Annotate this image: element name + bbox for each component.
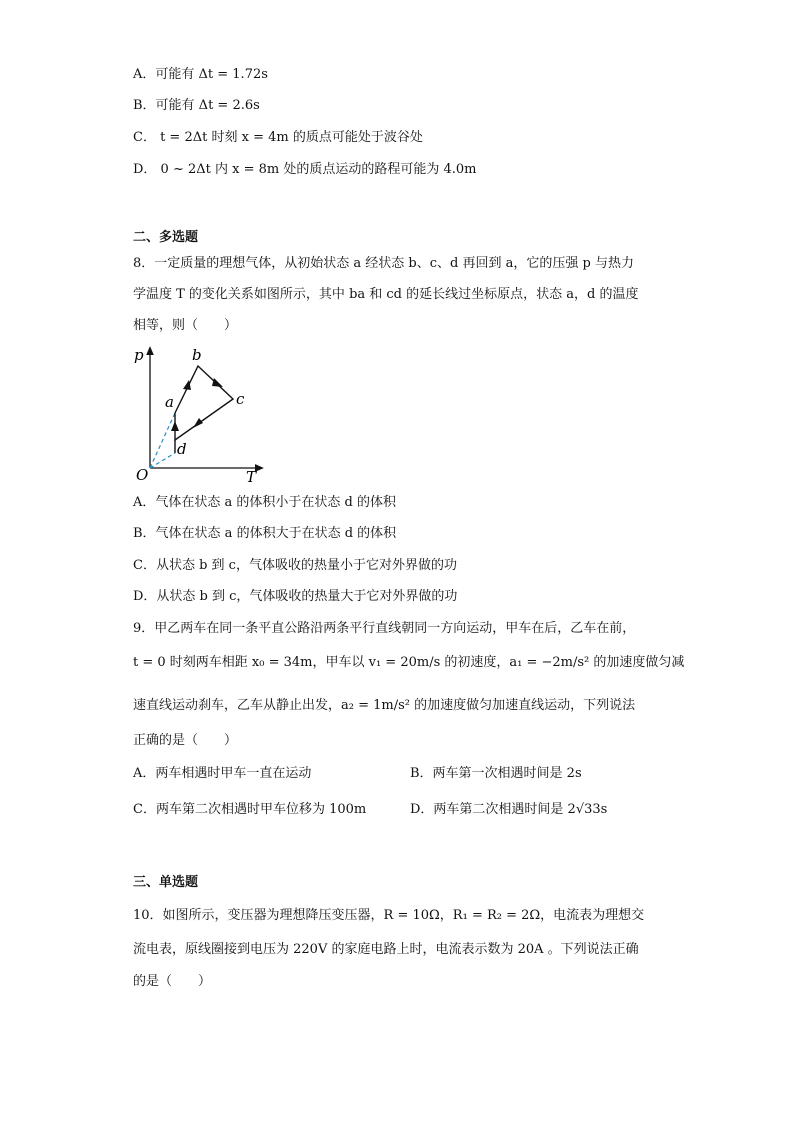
q10-stem-line-1: 10．如图所示，变压器为理想降压变压器，R = 10Ω，R₁ = R₂ = 2Ω，电流表为理想交 <box>133 908 645 923</box>
q7-option-b: B．可能有 Δt = 2.6s <box>133 98 260 113</box>
label-d: d <box>177 440 187 458</box>
ba-extension-dashed <box>150 413 175 468</box>
q7-option-d: D． 0 ~ 2Δt 内 x = 8m 处的质点运动的路程可能为 4.0m <box>133 162 477 177</box>
q7-option-a: A．可能有 Δt = 1.72s <box>133 67 268 82</box>
q8-stem-line-3: 相等，则（ ） <box>133 318 238 333</box>
arrow-c-to-d <box>193 418 203 428</box>
p-t-diagram <box>128 340 268 485</box>
q8-option-d: D．从状态 b 到 c，气体吸收的热量大于它对外界做的功 <box>133 589 458 604</box>
label-c: c <box>236 390 245 408</box>
q9-option-c: C．两车第二次相遇时甲车位移为 100m <box>133 802 367 817</box>
q10-stem-line-2: 流电表，原线圈接到电压为 220V 的家庭电路上时，电流表示数为 20A 。下列说法正确 <box>133 942 639 957</box>
q10-stem-line-3: 的是（ ） <box>133 974 212 989</box>
arrow-b-to-c <box>212 378 223 387</box>
arrow-d-to-a <box>171 421 179 431</box>
q7-option-c: C． t = 2Δt 时刻 x = 4m 的质点可能处于波谷处 <box>133 130 423 145</box>
q9-stem-line-4: 正确的是（ ） <box>133 733 238 748</box>
q9-option-b: B．两车第一次相遇时间是 2s <box>410 766 582 781</box>
cycle-path <box>175 366 233 440</box>
label-a: a <box>165 393 174 411</box>
label-b: b <box>192 346 202 364</box>
q8-stem-line-2: 学温度 T 的变化关系如图所示，其中 ba 和 cd 的延长线过坐标原点，状态 a，d 的温度 <box>133 287 639 302</box>
q9-option-a: A．两车相遇时甲车一直在运动 <box>133 766 312 781</box>
q9-stem-line-2: t = 0 时刻两车相距 x₀ = 34m，甲车以 v₁ = 20m/s 的初速度，a₁ = −2m/s² 的加速度做匀减 <box>133 655 685 670</box>
q9-stem-line-1: 9．甲乙两车在同一条平直公路沿两条平行直线朝同一方向运动，甲车在后，乙车在前， <box>133 621 636 636</box>
section-title-multiple-choice: 二、多选题 <box>133 230 199 245</box>
q8-option-a: A．气体在状态 a 的体积小于在状态 d 的体积 <box>133 495 396 510</box>
q9-stem-line-3: 速直线运动刹车，乙车从静止出发，a₂ = 1m/s² 的加速度做匀加速直线运动，下列说法 <box>133 698 636 713</box>
label-t: T <box>246 468 257 485</box>
q8-option-c: C．从状态 b 到 c，气体吸收的热量小于它对外界做的功 <box>133 558 457 573</box>
q8-stem-line-1: 8．一定质量的理想气体，从初始状态 a 经状态 b、c、d 再回到 a，它的压强 p 与热力 <box>133 256 634 271</box>
label-p: p <box>134 346 144 364</box>
section-title-single-choice: 三、单选题 <box>133 875 199 890</box>
label-o: O <box>136 466 149 484</box>
q9-option-d: D．两车第二次相遇时间是 2√33s <box>410 802 608 817</box>
q8-option-b: B．气体在状态 a 的体积大于在状态 d 的体积 <box>133 526 397 541</box>
